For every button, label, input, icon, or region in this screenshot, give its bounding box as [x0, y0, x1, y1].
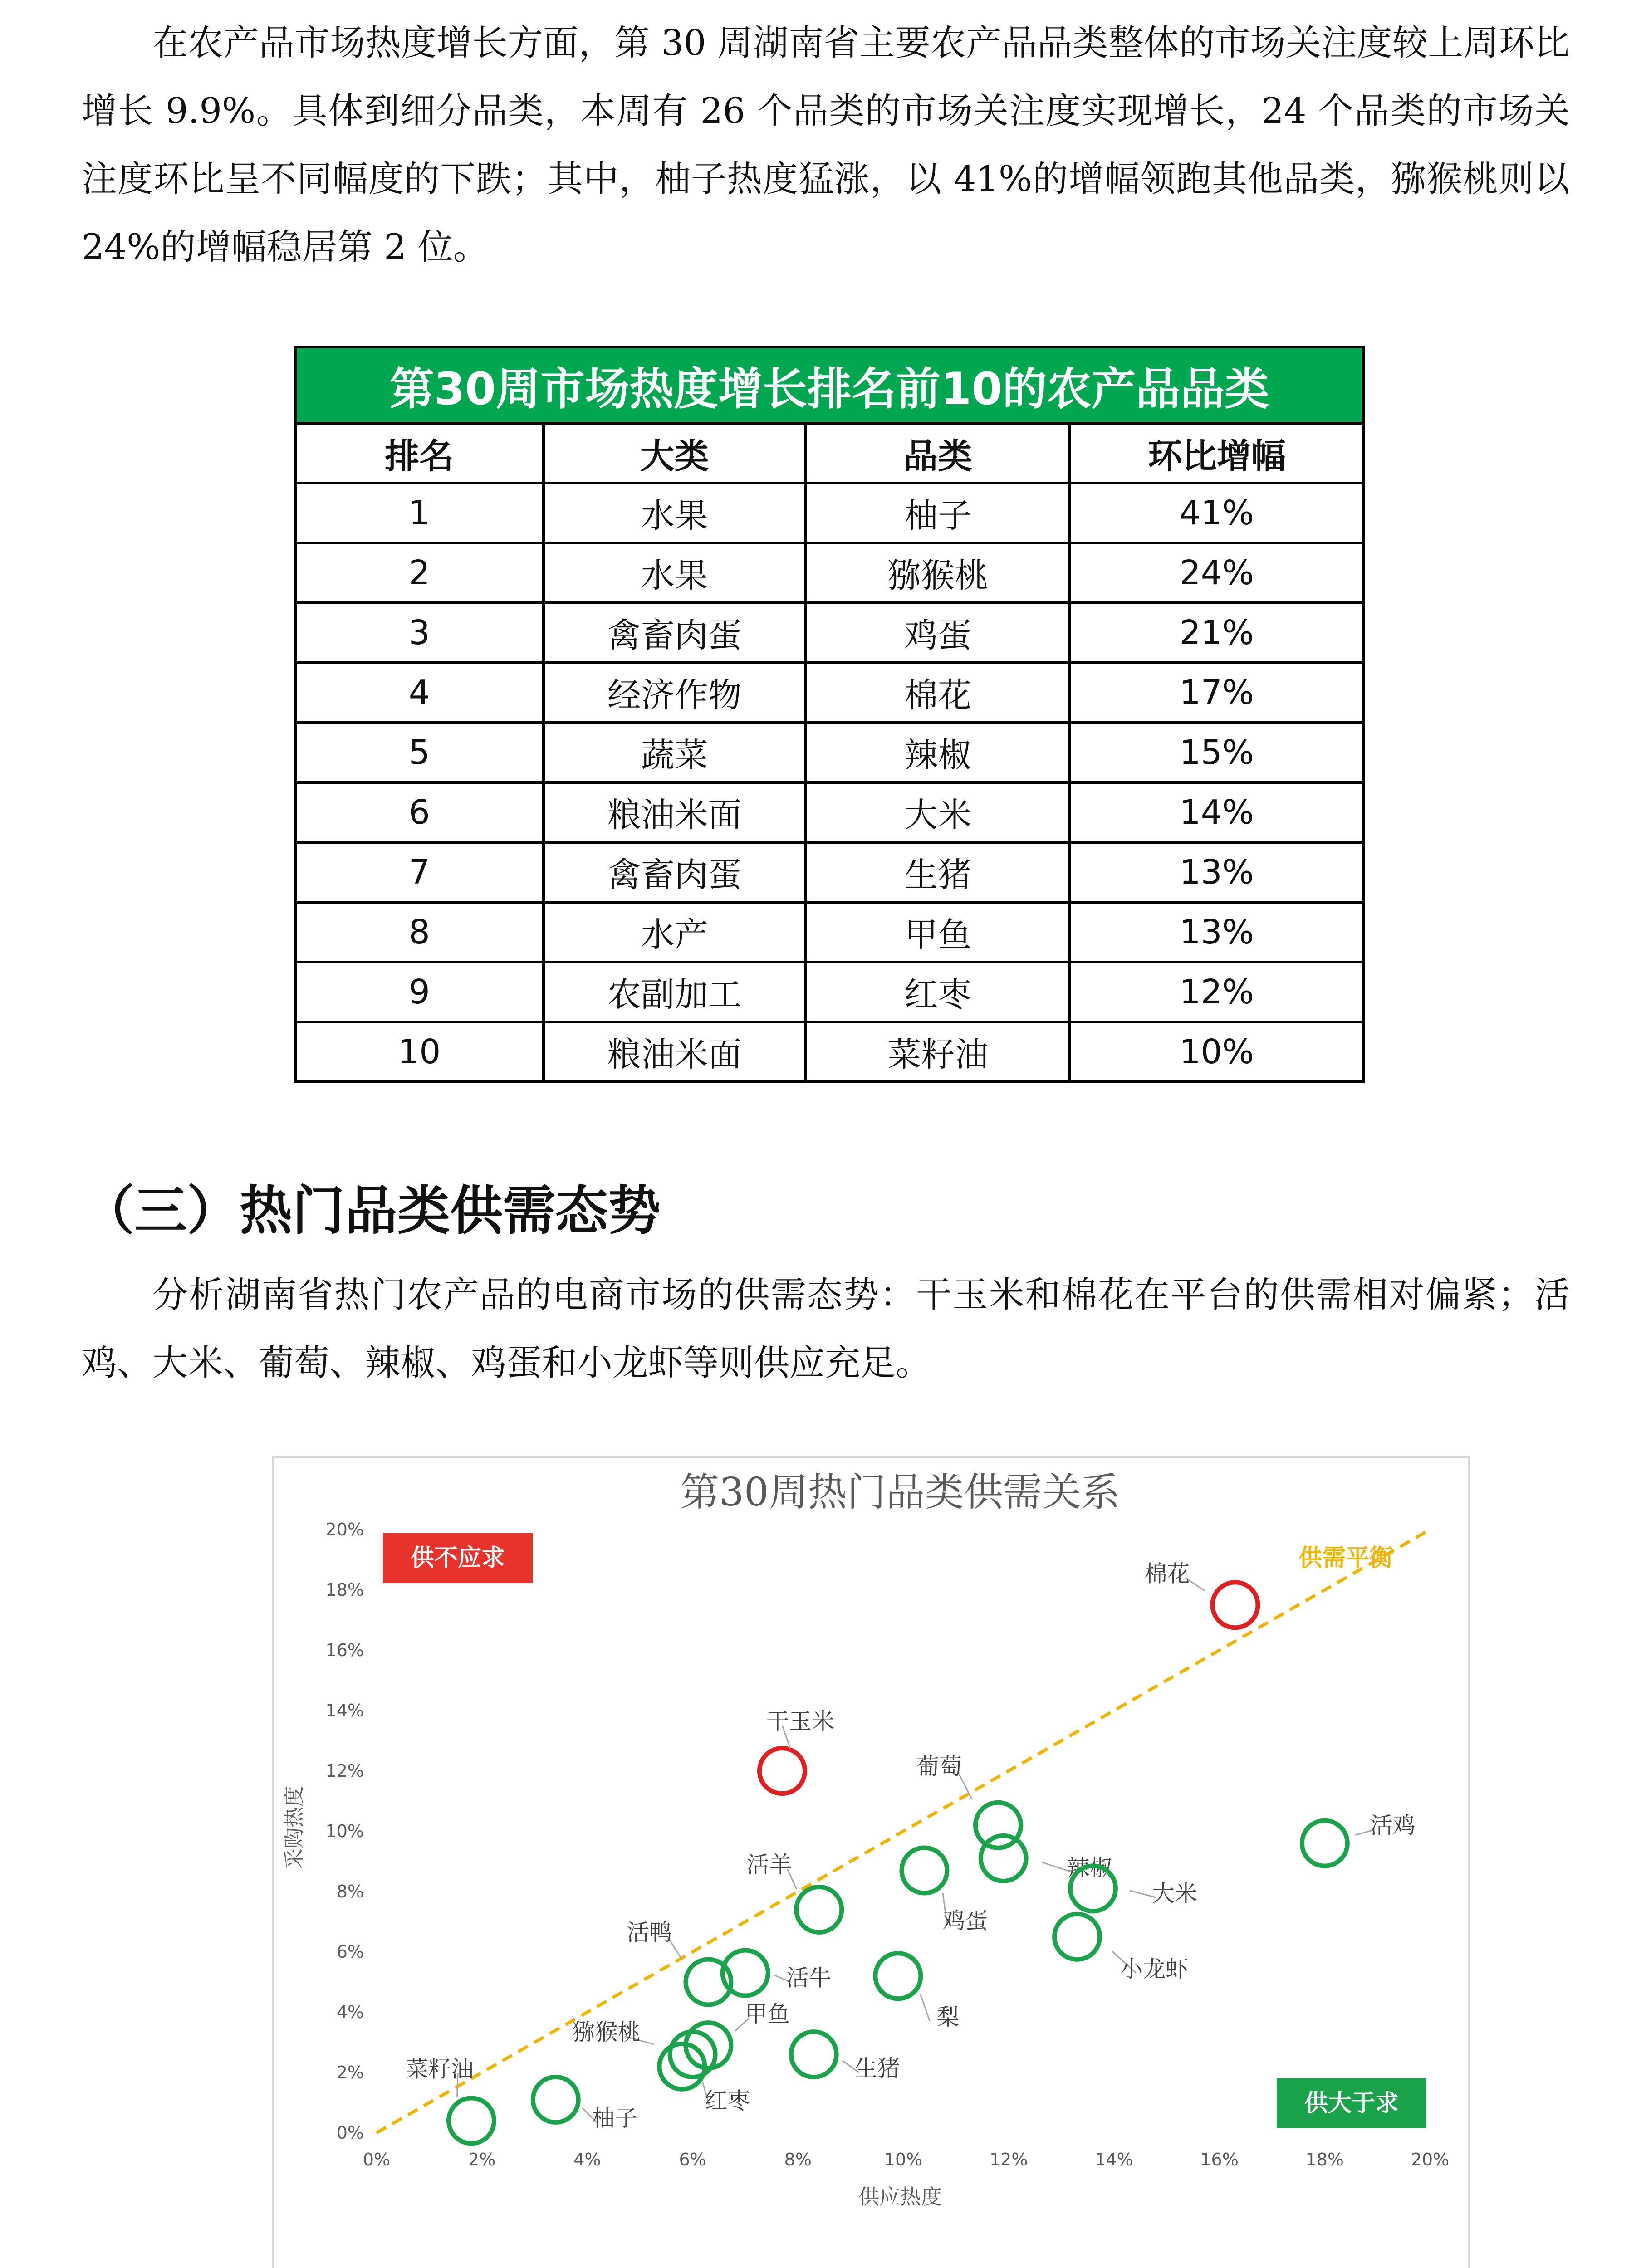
x-tick-label: 10% — [884, 2150, 923, 2170]
table-row — [295, 842, 1363, 902]
point-label: 大米 — [1151, 1880, 1197, 1907]
point-label: 甲鱼 — [745, 2001, 790, 2028]
y-tick-label: 8% — [336, 1882, 364, 1901]
point-label: 小龙虾 — [1120, 1955, 1189, 1982]
y-tick-label: 4% — [336, 2002, 364, 2022]
y-tick-label: 6% — [336, 1942, 364, 1962]
data-point — [791, 2032, 837, 2077]
balance-line — [377, 1530, 1430, 2133]
table-row — [295, 543, 1363, 603]
table-cell: 红枣 — [806, 962, 1070, 1022]
y-tick-label: 0% — [336, 2123, 364, 2143]
data-point — [1054, 1914, 1100, 1960]
table-title: 第30周市场热度增长排名前10的农产品品类 — [295, 347, 1363, 423]
table-cell: 辣椒 — [806, 723, 1070, 782]
data-point — [759, 1748, 805, 1794]
zone-top-label: 供不应求 — [410, 1545, 505, 1572]
supply-demand-chart — [272, 1456, 1470, 2268]
table-cell: 8 — [295, 902, 544, 962]
table-row — [295, 782, 1363, 842]
point-label: 猕猴桃 — [572, 2019, 641, 2046]
data-point — [449, 2098, 494, 2143]
table-cell: 水果 — [544, 483, 806, 543]
col-header-category: 大类 — [544, 423, 806, 483]
x-tick-label: 4% — [573, 2150, 601, 2170]
y-tick-label: 12% — [325, 1761, 364, 1781]
point-label: 生猪 — [854, 2055, 900, 2082]
table-cell: 1 — [295, 483, 544, 543]
table-cell: 禽畜肉蛋 — [544, 842, 806, 902]
point-label: 活羊 — [746, 1851, 792, 1878]
growth-ranking-table — [294, 346, 1365, 1083]
x-tick-label: 2% — [468, 2150, 496, 2170]
data-point — [975, 1803, 1021, 1848]
col-header-rank: 排名 — [295, 423, 544, 483]
point-leader-line — [921, 1994, 930, 2022]
intro-paragraph: 在农产品市场热度增长方面，第 30 周湖南省主要农产品品类整体的市场关注度较上周环比增长 9.9%。具体到细分品类，本周有 26 个品类的市场关注度实现增长，24 个品类的市场关注度环比呈不同幅度的下跌；其中，柚子热度猛涨，以 41%的增幅领跑其他品类，猕猴桃则以 24%的增幅稳居第 2 位。 — [82, 23, 1570, 268]
data-point — [670, 2032, 715, 2077]
table-cell: 10 — [295, 1022, 544, 1082]
supply-demand-paragraph: 分析湖南省热门农产品的电商市场的供需态势：干玉米和棉花在平台的供需相对偏紧；活鸡、大米、葡萄、辣椒、鸡蛋和小龙虾等则供应充足。 — [82, 1275, 1570, 1383]
table-cell: 3 — [295, 603, 544, 663]
x-tick-label: 8% — [784, 2150, 812, 2170]
y-tick-label: 20% — [325, 1520, 364, 1540]
table-cell: 菜籽油 — [806, 1022, 1070, 1082]
x-tick-label: 0% — [363, 2150, 391, 2170]
table-cell: 21% — [1070, 603, 1363, 663]
point-label: 活鸡 — [1370, 1812, 1416, 1839]
y-tick-label: 14% — [325, 1701, 364, 1721]
table-row — [295, 902, 1363, 962]
x-tick-label: 18% — [1305, 2150, 1344, 2170]
table-row — [295, 1022, 1363, 1082]
zone-bottom-label: 供大于求 — [1304, 2090, 1399, 2117]
col-header-growth: 环比增幅 — [1070, 423, 1363, 483]
table-cell: 蔬菜 — [544, 723, 806, 782]
table-cell: 经济作物 — [544, 663, 806, 723]
table-cell: 鸡蛋 — [806, 603, 1070, 663]
x-axis-label: 供应热度 — [858, 2185, 942, 2209]
balance-line-label: 供需平衡 — [1298, 1544, 1393, 1572]
y-tick-label: 18% — [325, 1580, 364, 1600]
table-cell: 甲鱼 — [806, 902, 1070, 962]
table-cell: 水果 — [544, 543, 806, 603]
data-point — [901, 1848, 947, 1893]
data-point — [1212, 1582, 1258, 1628]
table-cell: 生猪 — [806, 842, 1070, 902]
table-cell: 水产 — [544, 902, 806, 962]
point-label: 活鸭 — [627, 1919, 672, 1946]
point-label: 梨 — [936, 2004, 960, 2031]
data-point — [533, 2077, 578, 2122]
point-label: 鸡蛋 — [942, 1907, 988, 1934]
point-label: 柚子 — [592, 2105, 637, 2131]
table-body — [295, 483, 1363, 1082]
table-cell: 15% — [1070, 723, 1363, 782]
table-cell: 2 — [295, 543, 544, 603]
table-row — [295, 663, 1363, 723]
table-cell: 大米 — [806, 782, 1070, 842]
chart-title: 第30周热门品类供需关系 — [680, 1470, 1120, 1515]
x-tick-label: 6% — [679, 2150, 706, 2170]
y-tick-label: 2% — [336, 2063, 364, 2082]
table-cell: 猕猴桃 — [806, 543, 1070, 603]
point-label: 棉花 — [1144, 1560, 1190, 1587]
table-cell: 13% — [1070, 902, 1363, 962]
table-cell: 17% — [1070, 663, 1363, 723]
table-row — [295, 723, 1363, 782]
table-cell: 禽畜肉蛋 — [544, 603, 806, 663]
x-tick-label: 16% — [1200, 2150, 1239, 2170]
table-cell: 24% — [1070, 543, 1363, 603]
table-row — [295, 962, 1363, 1022]
data-point — [875, 1953, 921, 1999]
table-cell: 13% — [1070, 842, 1363, 902]
section-heading-supply-demand: （三）热门品类供需态势 — [82, 1180, 661, 1242]
y-tick-label: 10% — [325, 1821, 364, 1841]
point-label: 菜籽油 — [405, 2056, 474, 2082]
table-cell: 9 — [295, 962, 544, 1022]
chart-svg — [274, 1458, 1468, 2268]
point-label: 活牛 — [786, 1965, 832, 1991]
data-point — [1302, 1821, 1347, 1866]
point-label: 干玉米 — [766, 1708, 834, 1735]
table-cell: 棉花 — [806, 663, 1070, 723]
table-cell: 柚子 — [806, 483, 1070, 543]
table-cell: 14% — [1070, 782, 1363, 842]
point-label: 葡萄 — [916, 1753, 962, 1780]
table-cell: 41% — [1070, 483, 1363, 543]
point-label: 红枣 — [705, 2087, 750, 2114]
table-cell: 4 — [295, 663, 544, 723]
point-label: 辣椒 — [1067, 1854, 1112, 1881]
x-tick-label: 20% — [1411, 2150, 1450, 2170]
table-row — [295, 483, 1363, 543]
data-point — [796, 1887, 842, 1932]
table-cell: 农副加工 — [544, 962, 806, 1022]
col-header-product: 品类 — [806, 423, 1070, 483]
table-header-row — [295, 423, 1363, 483]
table-cell: 12% — [1070, 962, 1363, 1022]
data-point — [981, 1836, 1026, 1881]
table-cell: 6 — [295, 782, 544, 842]
x-tick-label: 14% — [1095, 2150, 1133, 2170]
table-cell: 7 — [295, 842, 544, 902]
table-cell: 10% — [1070, 1022, 1363, 1082]
table-row — [295, 603, 1363, 663]
y-tick-label: 16% — [325, 1640, 364, 1660]
table-cell: 粮油米面 — [544, 1022, 806, 1082]
x-tick-label: 12% — [989, 2150, 1028, 2170]
table-cell: 5 — [295, 723, 544, 782]
table-cell: 粮油米面 — [544, 782, 806, 842]
y-axis-label: 采购热度 — [282, 1786, 306, 1869]
